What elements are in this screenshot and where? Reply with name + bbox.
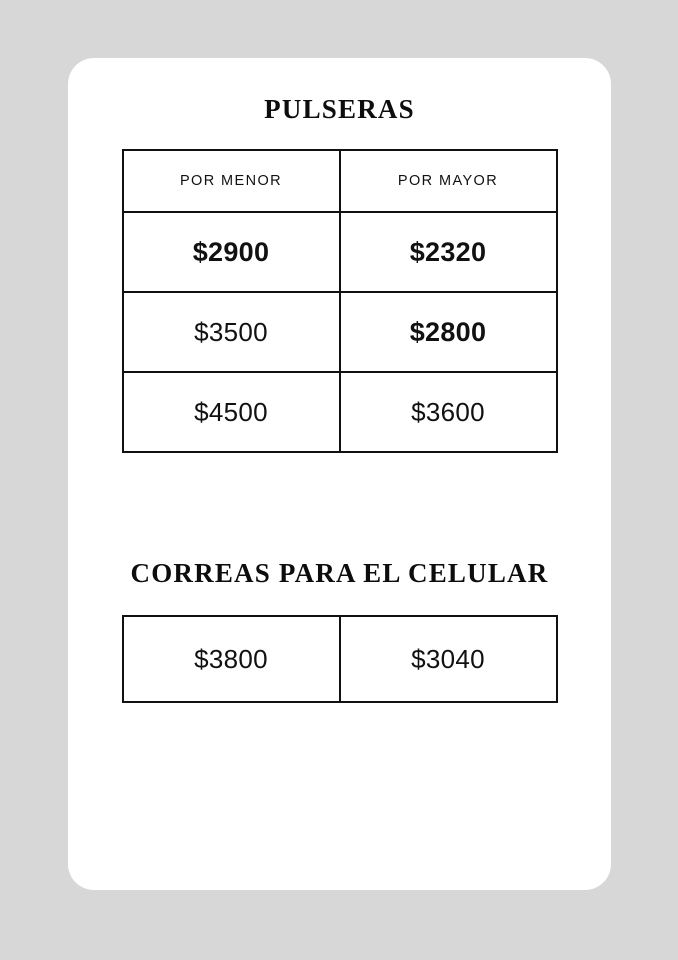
- column-header-por-mayor: POR MAYOR: [340, 150, 557, 212]
- table-header-row: [123, 150, 557, 212]
- table-row: [123, 616, 557, 702]
- price-mayor-row1: $2320: [340, 212, 557, 292]
- pulseras-price-table: [122, 149, 558, 453]
- price-mayor-row2: $2800: [340, 292, 557, 372]
- page-title-pulseras: PULSERAS: [264, 94, 415, 124]
- page-title-correas: CORREAS PARA EL CELULAR: [130, 558, 549, 588]
- column-header-por-menor: POR MENOR: [123, 150, 340, 212]
- price-menor-row2: $3500: [123, 292, 340, 372]
- table-row: [123, 292, 557, 372]
- table-row: [123, 212, 557, 292]
- section-correas: [68, 558, 611, 703]
- price-mayor-correas: $3040: [340, 616, 557, 702]
- table-row: [123, 372, 557, 452]
- price-card: [68, 58, 611, 890]
- correas-price-table: [122, 615, 558, 703]
- price-menor-row1: $2900: [123, 212, 340, 292]
- price-menor-correas: $3800: [123, 616, 340, 702]
- price-menor-row3: $4500: [123, 372, 340, 452]
- price-mayor-row3: $3600: [340, 372, 557, 452]
- section-pulseras: [68, 94, 611, 453]
